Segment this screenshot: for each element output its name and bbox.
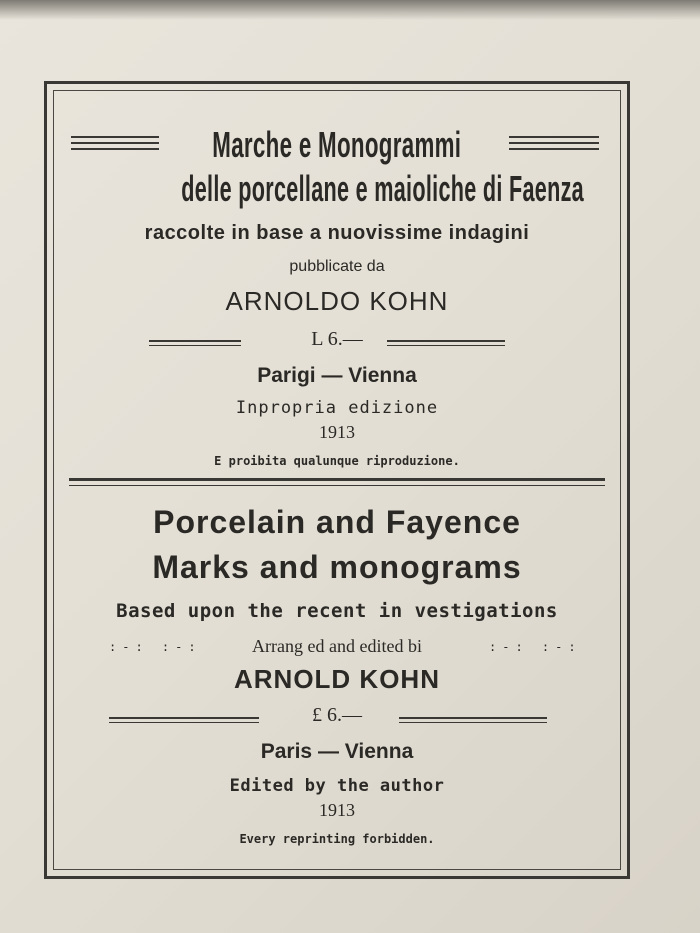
italian-notice: E proibita qualunque riproduzione.: [214, 454, 460, 468]
english-price: £ 6.—: [312, 704, 362, 726]
english-subtitle: Based upon the recent in vestigations: [116, 600, 558, 622]
english-year: 1913: [319, 800, 355, 820]
italian-title-line-1: Marche e Monogrammi: [212, 124, 462, 165]
italian-title-line-2: delle porcellane e maioliche di Faenza: [181, 168, 584, 209]
italian-price: L 6.—: [311, 328, 363, 350]
italian-year: 1913: [319, 422, 355, 442]
english-cities: Paris — Vienna: [260, 740, 414, 763]
english-edited-by: Arrang ed and edited bi: [252, 636, 422, 656]
section-divider: [69, 478, 605, 486]
ornament-right: :-: :-:: [489, 640, 582, 654]
english-edition: Edited by the author: [229, 776, 445, 796]
english-title-line-1: Porcelain and Fayence: [153, 504, 521, 540]
english-title-line-2: Marks and monograms: [152, 549, 522, 585]
ornament-left: :-: :-:: [109, 640, 202, 654]
italian-published-by: pubblicate da: [289, 258, 385, 275]
page-top-shadow: [0, 0, 700, 20]
italian-subtitle: raccolte in base a nuovissime indagini: [144, 222, 530, 244]
english-author: ARNOLD KOHN: [234, 664, 440, 694]
italian-cities: Parigi — Vienna: [257, 364, 417, 387]
italian-edition: Inpropria edizione: [235, 398, 439, 418]
english-notice: Every reprinting forbidden.: [239, 832, 435, 846]
italian-author: ARNOLDO KOHN: [225, 286, 449, 316]
title-page-frame: [44, 81, 630, 879]
